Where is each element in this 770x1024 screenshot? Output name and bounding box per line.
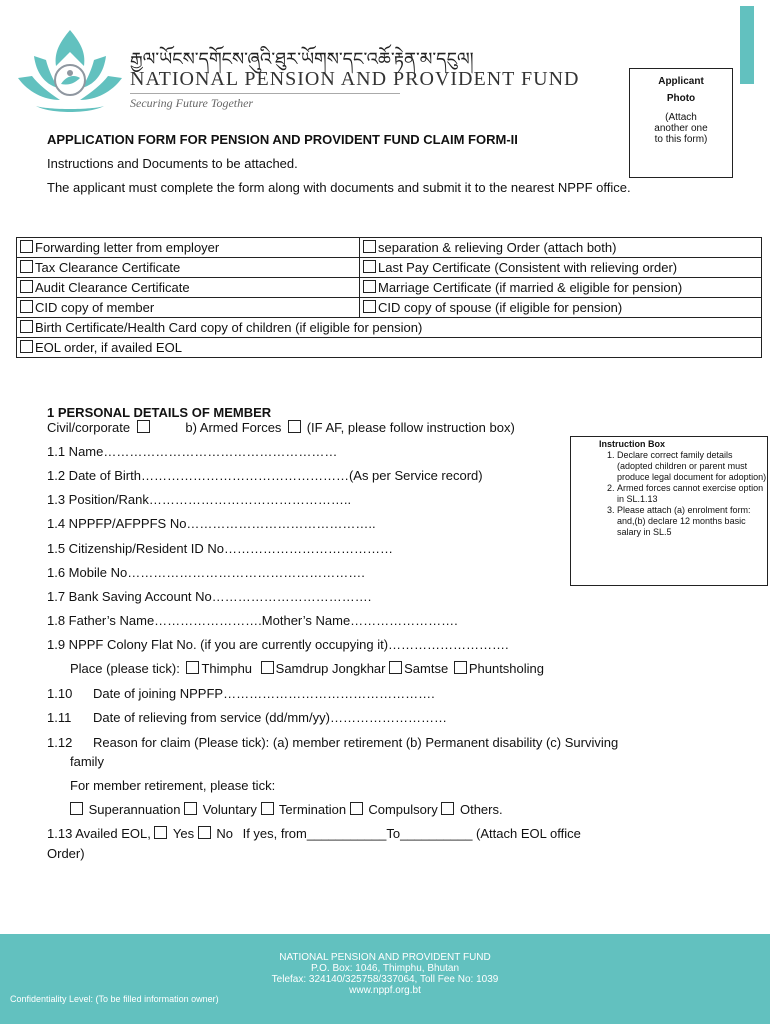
doc-label: CID copy of member [35, 300, 155, 315]
footer-telefax: Telefax: 324140/325758/337064, Toll Fee No: 1039 [271, 974, 499, 985]
field-mobile[interactable]: 1.6 Mobile No………………………………………………. [47, 565, 365, 580]
doc-label: CID copy of spouse (if eligible for pension) [378, 300, 623, 315]
title-divider [130, 93, 400, 94]
field-citizenship-id[interactable]: 1.5 Citizenship/Resident ID No………………………………… [47, 541, 394, 556]
table-row [17, 318, 762, 338]
instructions-heading: Instructions and Documents to be attached. [47, 156, 298, 171]
footer-po-box: P.O. Box: 1046, Thimphu, Bhutan [310, 963, 460, 974]
eol-yes-label: Yes [172, 826, 195, 841]
footer-address [0, 952, 770, 996]
retirement-option: Compulsory [368, 802, 438, 817]
tagline: Securing Future Together [130, 96, 254, 110]
tibetan-org-name: རྒྱལ་ཡོངས་དགོངས་ཞུའི་ཐུར་ཡོགས་དང་འཆོ་རྟེན་མ་དངུལ། [130, 49, 474, 70]
doc-label: Birth Certificate/Health Card copy of children (if eligible for pension) [35, 320, 423, 335]
header-accent-bar [740, 6, 754, 84]
table-row [17, 338, 762, 358]
photo-note-1: (Attach [665, 112, 697, 123]
eol-no-checkbox[interactable] [198, 826, 211, 839]
checkbox[interactable] [389, 661, 402, 674]
retirement-label: For member retirement, please tick: [70, 778, 276, 793]
place-option: Thimphu [201, 661, 253, 676]
field-date-of-birth[interactable]: 1.2 Date of Birth…………………………………………(As per Service record) [47, 468, 483, 483]
place-row [70, 661, 544, 676]
checkbox[interactable] [20, 240, 33, 253]
checkbox[interactable] [363, 280, 376, 293]
form-title: APPLICATION FORM FOR PENSION AND PROVIDENT FUND CLAIM FORM-II [47, 132, 518, 147]
armed-note: (IF AF, please follow instruction box) [306, 420, 515, 435]
checkbox[interactable] [363, 260, 376, 273]
retirement-options-row [70, 802, 503, 817]
field-number: 1.11 [47, 710, 72, 725]
eol-no-label: No [216, 826, 233, 841]
doc-item[interactable] [17, 278, 360, 298]
doc-item[interactable] [17, 318, 762, 338]
doc-label: Last Pay Certificate (Consistent with relieving order) [378, 260, 678, 275]
field-reason-for-claim[interactable] [47, 735, 618, 750]
checkbox[interactable] [20, 260, 33, 273]
eol-dates-field[interactable]: If yes, from___________To__________ (Attach EOL office [242, 826, 581, 841]
checkbox[interactable] [363, 240, 376, 253]
retirement-option: Termination [278, 802, 347, 817]
field-number: 1.10 [47, 686, 73, 701]
civil-checkbox[interactable] [137, 420, 150, 433]
doc-item[interactable] [17, 258, 360, 278]
section-title-personal-details: 1 PERSONAL DETAILS OF MEMBER [47, 405, 272, 420]
armed-checkbox[interactable] [288, 420, 301, 433]
photo-note-3: to this form) [654, 134, 708, 145]
instruction-item: 2. Armed forces cannot exercise option in SL.1.13 [617, 483, 767, 505]
photo-label-2: Photo [666, 93, 696, 104]
checkbox[interactable] [20, 340, 33, 353]
eol-row [47, 826, 581, 841]
eol-yes-checkbox[interactable] [154, 826, 167, 839]
retirement-option: Superannuation [88, 802, 181, 817]
doc-item[interactable] [360, 238, 762, 258]
place-option: Samdrup Jongkhar [275, 661, 386, 676]
footer [0, 934, 770, 1024]
footer-org: NATIONAL PENSION AND PROVIDENT FUND [279, 952, 491, 963]
doc-item[interactable] [17, 298, 360, 318]
armed-label: b) Armed Forces [185, 420, 282, 435]
field-colony-flat[interactable]: 1.9 NPPF Colony Flat No. (if you are currently occupying it)………………………. [47, 637, 509, 652]
checkbox[interactable] [261, 802, 274, 815]
doc-label: EOL order, if availed EOL [35, 340, 182, 355]
doc-label: separation & relieving Order (attach both) [378, 240, 617, 255]
table-row [17, 298, 762, 318]
checkbox[interactable] [20, 300, 33, 313]
photo-label-1: Applicant [658, 76, 704, 87]
field-label: Reason for claim (Please tick): (a) member retirement (b) Permanent disability (c) Surviving [93, 735, 619, 750]
checkbox[interactable] [184, 802, 197, 815]
instructions-text: The applicant must complete the form along with documents and submit it to the nearest NPPF office. [47, 180, 631, 195]
doc-item[interactable] [360, 258, 762, 278]
retirement-option: Voluntary [202, 802, 257, 817]
place-label: Place (please tick): [70, 661, 180, 676]
nppf-lotus-logo [14, 26, 126, 118]
footer-website[interactable]: www.nppf.org.bt [349, 985, 421, 996]
field-date-relieving[interactable] [47, 710, 447, 725]
doc-item[interactable] [360, 278, 762, 298]
field-number: 1.12 [47, 735, 73, 750]
documents-checklist [16, 237, 762, 358]
checkbox[interactable] [441, 802, 454, 815]
field-bank-account[interactable]: 1.7 Bank Saving Account No………………………………. [47, 589, 372, 604]
applicant-photo-box[interactable] [629, 68, 733, 178]
field-position-rank[interactable]: 1.3 Position/Rank……………………………………….. [47, 492, 352, 507]
instruction-item: 1. Declare correct family details (adopted children or parent must produce legal document for adoption) [617, 450, 767, 483]
field-nppfp-no[interactable]: 1.4 NPPFP/AFPPFS No…………………………………….. [47, 516, 376, 531]
member-type-row [47, 420, 515, 435]
instruction-box-title: Instruction Box [599, 439, 666, 449]
doc-item[interactable] [17, 338, 762, 358]
checkbox[interactable] [454, 661, 467, 674]
checkbox[interactable] [20, 320, 33, 333]
place-option: Phuntsholing [468, 661, 544, 676]
field-label: Date of joining NPPFP…………………………………………. [93, 686, 435, 701]
instruction-item: 3. Please attach (a) enrolment form: and,(b) declare 12 months basic salary in SL.5 [617, 505, 767, 538]
table-row [17, 238, 762, 258]
doc-label: Marriage Certificate (if married & eligible for pension) [378, 280, 683, 295]
checkbox[interactable] [363, 300, 376, 313]
photo-note-2: another one [654, 123, 708, 134]
civil-label: Civil/corporate [47, 420, 131, 435]
doc-label: Audit Clearance Certificate [35, 280, 190, 295]
field-name[interactable]: 1.1 Name……………………………………………… [47, 444, 338, 459]
retirement-option: Others. [459, 802, 503, 817]
table-row [17, 258, 762, 278]
field-date-joining[interactable] [47, 686, 435, 701]
doc-label: Tax Clearance Certificate [35, 260, 181, 275]
eol-continuation: Order) [47, 846, 85, 861]
field-label: Date of relieving from service (dd/mm/yy)……………………… [93, 710, 447, 725]
checkbox[interactable] [350, 802, 363, 815]
doc-label: Forwarding letter from employer [35, 240, 220, 255]
reason-continuation: family [70, 754, 104, 769]
table-row [17, 278, 762, 298]
place-option: Samtse [404, 661, 449, 676]
checkbox[interactable] [20, 280, 33, 293]
org-name: NATIONAL PENSION AND PROVIDENT FUND [130, 68, 580, 90]
confidentiality-level: Confidentiality Level: (To be filled information owner) [10, 994, 219, 1004]
doc-item[interactable] [17, 238, 360, 258]
checkbox[interactable] [186, 661, 199, 674]
doc-item[interactable] [360, 298, 762, 318]
instruction-box [570, 436, 768, 586]
eol-label: 1.13 Availed EOL, [47, 826, 151, 841]
checkbox[interactable] [70, 802, 83, 815]
checkbox[interactable] [261, 661, 274, 674]
field-parents-names[interactable]: 1.8 Father’s Name…………………….Mother’s Name……………………. [47, 613, 458, 628]
